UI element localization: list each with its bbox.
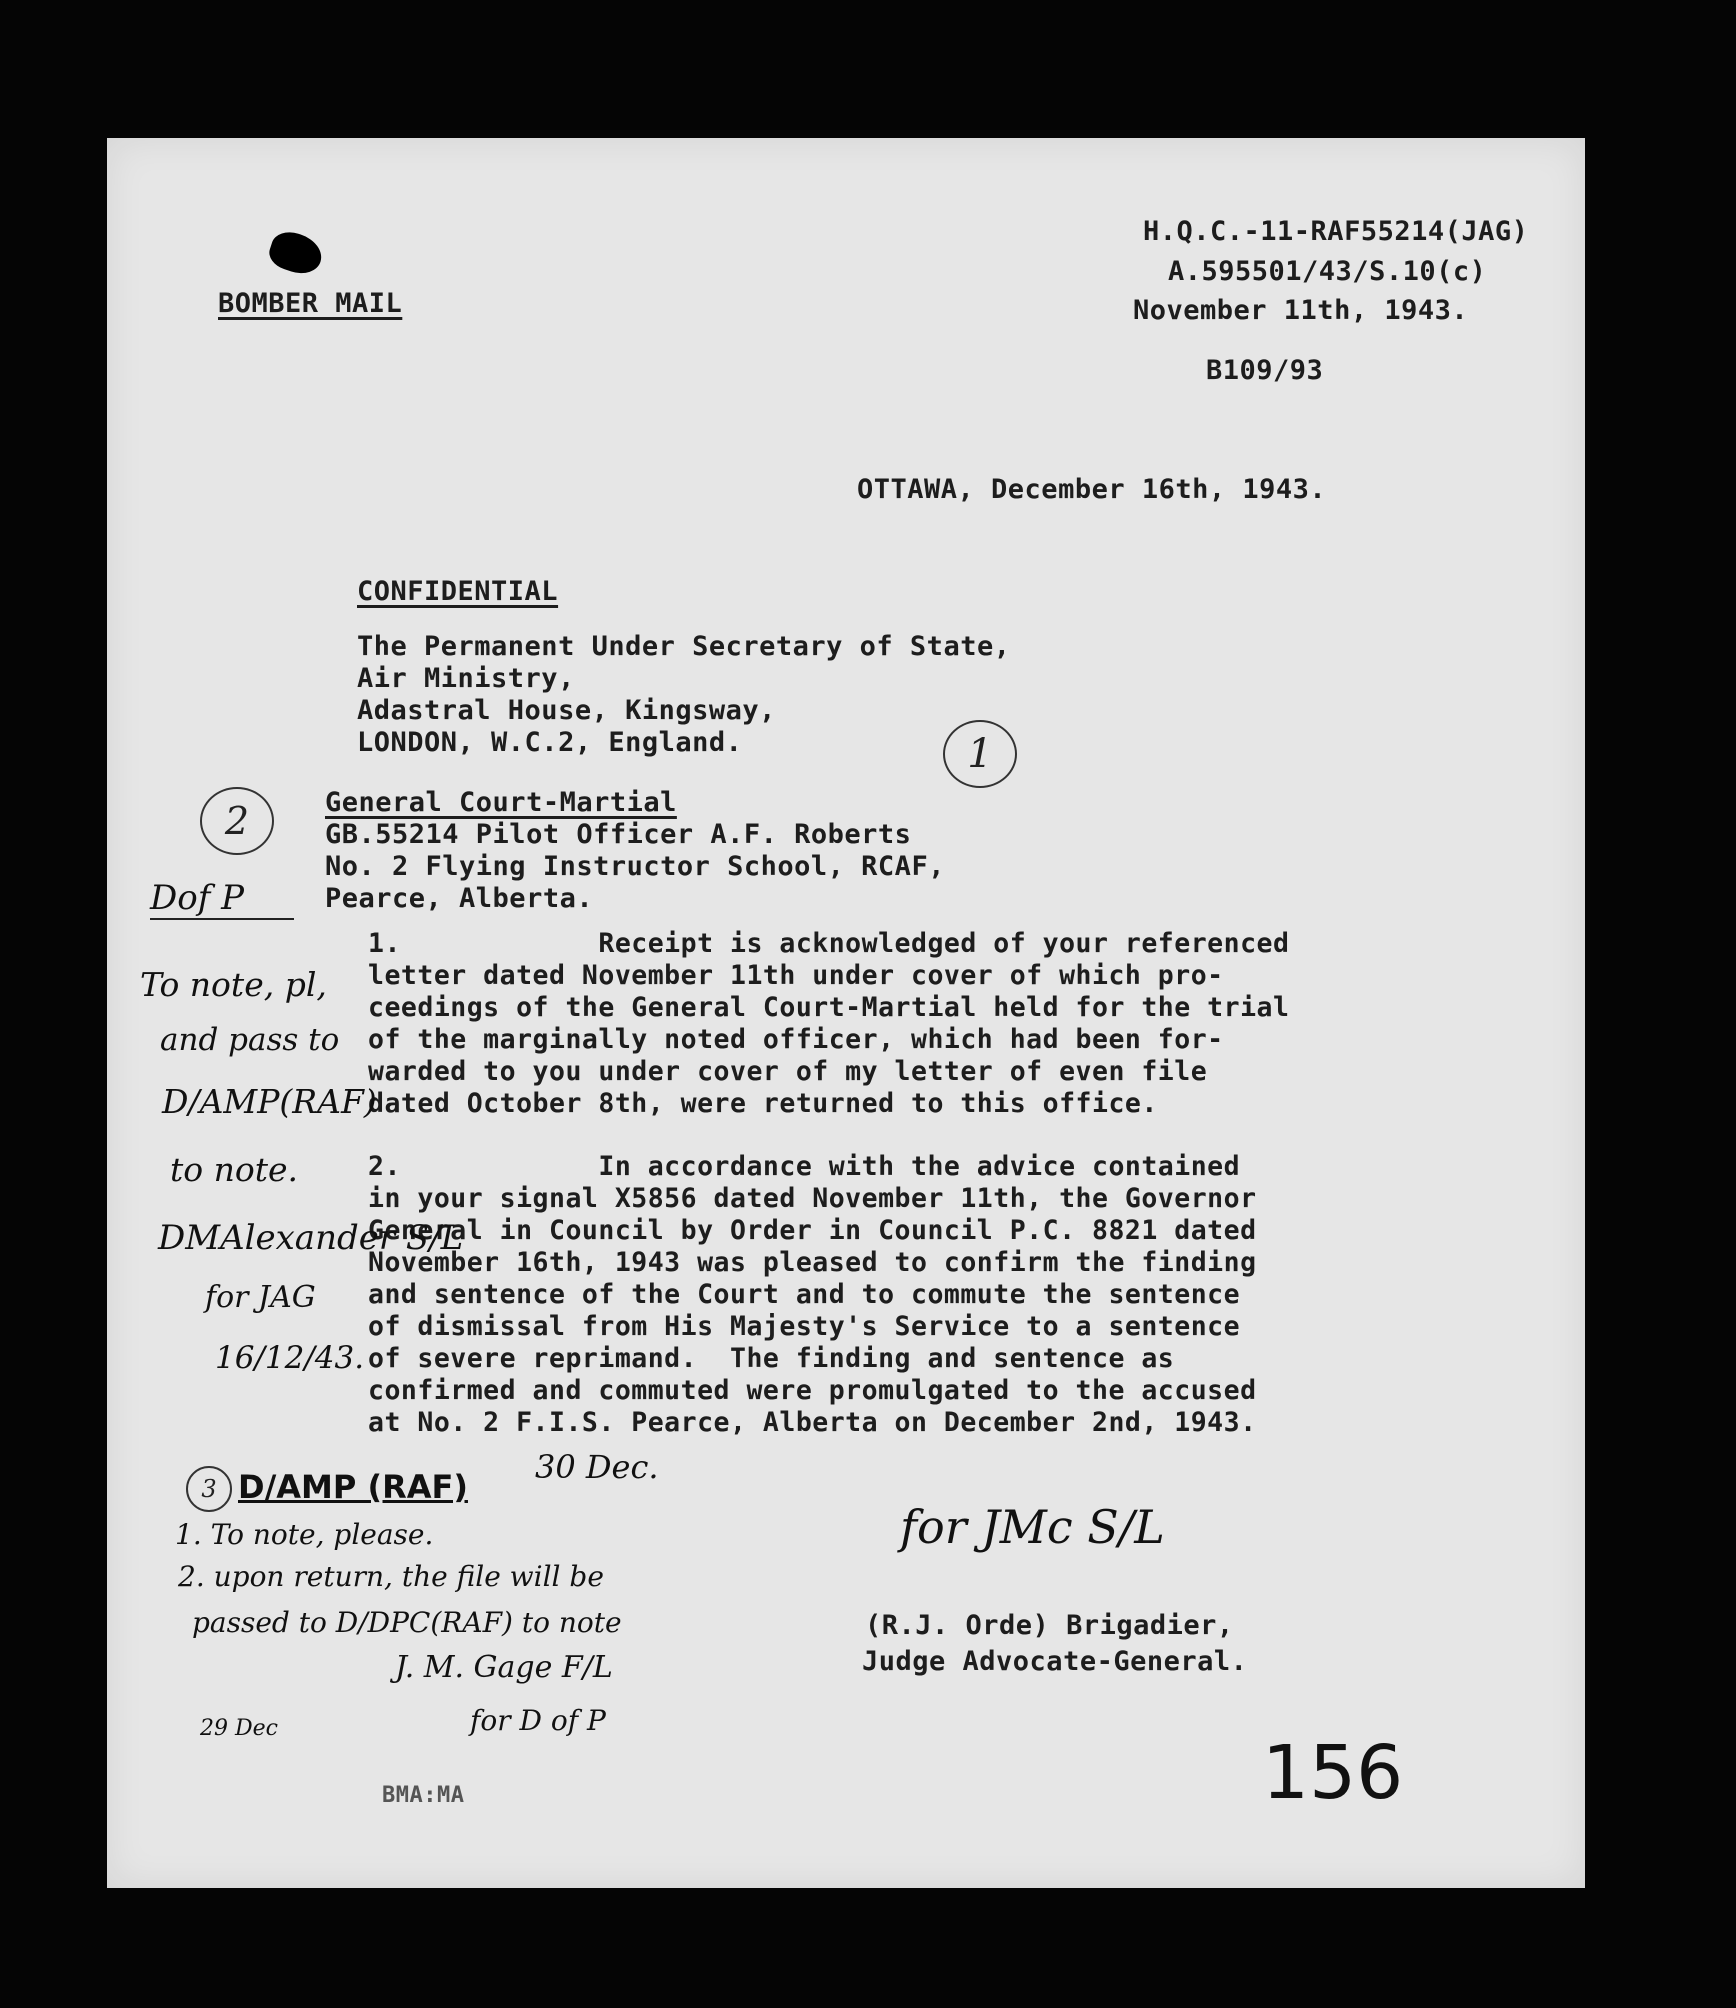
paragraph-line: dated October 8th, were returned to this office. bbox=[368, 1088, 1158, 1119]
paragraph-line: of the marginally noted officer, which had been for- bbox=[368, 1024, 1224, 1055]
paragraph-2 bbox=[368, 1151, 1257, 1439]
routing-line-2: 2. upon return, the file will be bbox=[178, 1560, 604, 1593]
routing-date: 30 Dec. bbox=[535, 1448, 659, 1486]
margin-note-line-4: D/AMP(RAF) bbox=[162, 1082, 377, 1121]
addressee-block bbox=[357, 631, 1010, 759]
signature-name: (R.J. Orde) Brigadier, bbox=[865, 1610, 1234, 1641]
margin-note-line-1: Dof P bbox=[150, 878, 294, 920]
paragraph-line: warded to you under cover of my letter of even file bbox=[368, 1056, 1208, 1087]
routing-day: 29 Dec bbox=[200, 1716, 278, 1741]
typist-initials: BMA:MA bbox=[382, 1783, 465, 1808]
reference-line-1: H.Q.C.-11-RAF55214(JAG) bbox=[1143, 216, 1529, 247]
subject-block bbox=[325, 787, 945, 915]
paragraph-line: of severe reprimand. The finding and sentence as bbox=[368, 1343, 1175, 1374]
margin-note-line-2: To note, pl, bbox=[140, 965, 327, 1004]
addressee-line: Adastral House, Kingsway, bbox=[357, 695, 776, 726]
addressee-line: LONDON, W.C.2, England. bbox=[357, 727, 743, 758]
paragraph-line: letter dated November 11th under cover of which pro- bbox=[368, 960, 1224, 991]
page-number: 156 bbox=[1262, 1730, 1404, 1816]
paragraph-line: November 16th, 1943 was pleased to confirm the finding bbox=[368, 1247, 1257, 1278]
paragraph-line: in your signal X5856 dated November 11th, the Governor bbox=[368, 1183, 1257, 1214]
subject-line: Pearce, Alberta. bbox=[325, 883, 594, 914]
mail-label: BOMBER MAIL bbox=[218, 288, 403, 319]
routing-title: D/AMP (RAF) bbox=[238, 1468, 468, 1506]
annotation-circle-3: 3 bbox=[186, 1466, 232, 1512]
margin-note-line-5: to note. bbox=[170, 1150, 299, 1189]
routing-signature-for: for D of P bbox=[470, 1704, 606, 1737]
place-date: OTTAWA, December 16th, 1943. bbox=[857, 474, 1327, 505]
subject-line: No. 2 Flying Instructor School, RCAF, bbox=[325, 851, 945, 882]
routing-line-1: 1. To note, please. bbox=[175, 1518, 434, 1551]
margin-note-line-3: and pass to bbox=[160, 1022, 340, 1058]
subject-title: General Court-Martial bbox=[325, 787, 677, 818]
routing-line-3: passed to D/DPC(RAF) to note bbox=[192, 1606, 622, 1639]
paragraph-line: confirmed and commuted were promulgated to the accused bbox=[368, 1375, 1257, 1406]
paragraph-line: at No. 2 F.I.S. Pearce, Alberta on December 2nd, 1943. bbox=[368, 1407, 1257, 1438]
signature-title: Judge Advocate-General. bbox=[862, 1646, 1248, 1677]
classification: CONFIDENTIAL bbox=[357, 576, 559, 607]
paragraph-line: 2. In accordance with the advice contained bbox=[368, 1151, 1241, 1182]
margin-note-signature: DMAlexander S/L bbox=[158, 1218, 464, 1258]
annotation-circle-2: 2 bbox=[200, 787, 274, 855]
annotation-circle-1: 1 bbox=[943, 720, 1017, 788]
paragraph-line: and sentence of the Court and to commute the sentence bbox=[368, 1279, 1241, 1310]
margin-note-date: 16/12/43. bbox=[215, 1340, 365, 1376]
paragraph-line: of dismissal from His Majesty's Service to a sentence bbox=[368, 1311, 1241, 1342]
reference-line-2: A.595501/43/S.10(c) bbox=[1168, 256, 1487, 287]
signature-scrawl: for JMc S/L bbox=[900, 1500, 1165, 1554]
reference-line-3: November 11th, 1943. bbox=[1133, 295, 1469, 326]
paragraph-line: 1. Receipt is acknowledged of your referenced bbox=[368, 928, 1290, 959]
paragraph-line: ceedings of the General Court-Martial held for the trial bbox=[368, 992, 1290, 1023]
subject-line: GB.55214 Pilot Officer A.F. Roberts bbox=[325, 819, 912, 850]
file-code: B109/93 bbox=[1206, 355, 1324, 386]
routing-signature: J. M. Gage F/L bbox=[395, 1650, 613, 1685]
addressee-line: The Permanent Under Secretary of State, bbox=[357, 631, 1011, 662]
margin-note-line-7: for JAG bbox=[205, 1280, 316, 1315]
paragraph-line: General in Council by Order in Council P.C. 8821 dated bbox=[368, 1215, 1257, 1246]
paragraph-1 bbox=[368, 928, 1289, 1120]
addressee-line: Air Ministry, bbox=[357, 663, 575, 694]
